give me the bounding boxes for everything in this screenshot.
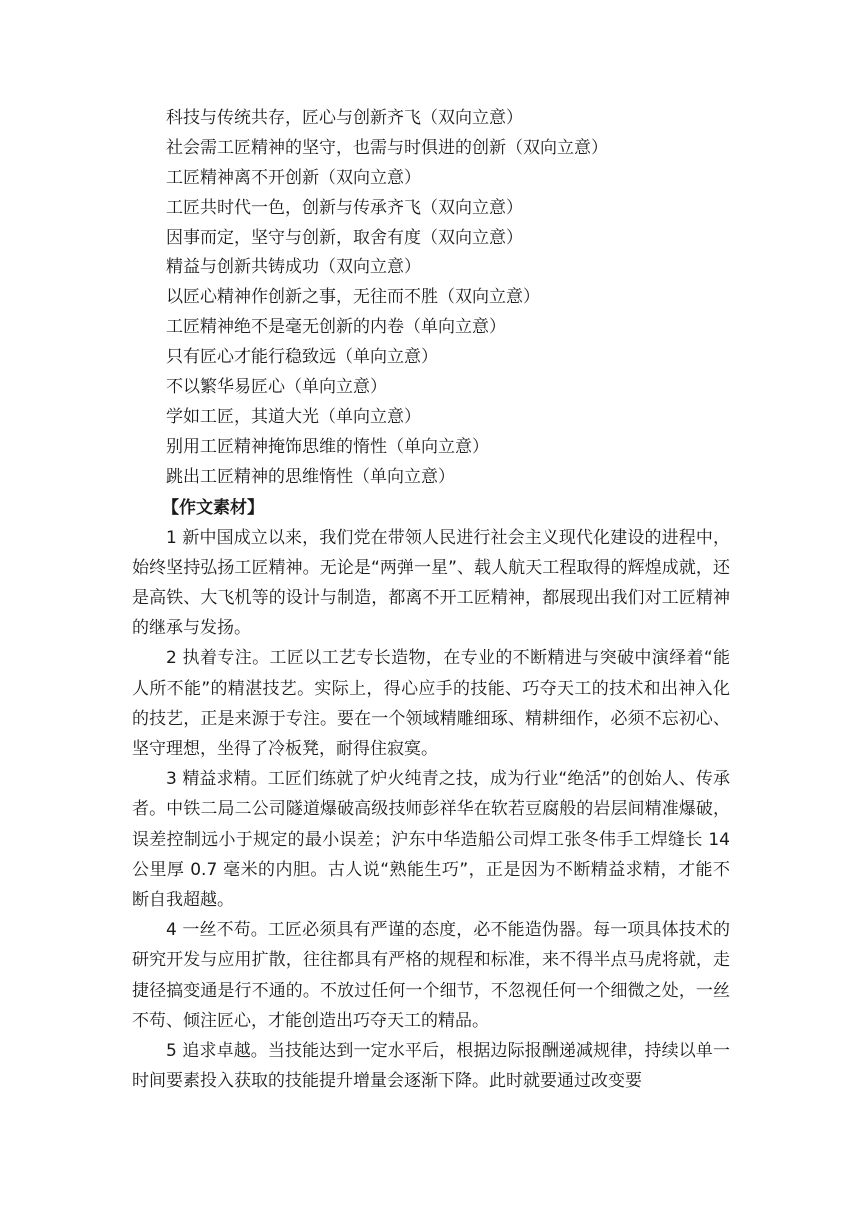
title-line: 别用工匠精神掩饰思维的惰性（单向立意） — [166, 436, 489, 457]
title-line: 因事而定，坚守与创新，取舍有度（双向立意） — [166, 227, 523, 248]
paragraph: 5 追求卓越。当技能达到一定水平后，根据边际报酬递减规律，持续以单一时间要素投入获取的技能提升增量会逐渐下降。此时就要通过改变要 — [132, 1041, 730, 1092]
title-line: 跳出工匠精神的思维惰性（单向立意） — [166, 466, 455, 487]
title-line: 工匠精神离不开创新（双向立意） — [166, 167, 421, 188]
title-line: 工匠精神绝不是毫无创新的内卷（单向立意） — [166, 317, 506, 338]
title-line: 只有匠心才能行稳致远（单向立意） — [166, 347, 438, 368]
title-line: 以匠心精神作创新之事，无往而不胜（双向立意） — [166, 287, 540, 308]
document-page — [132, 104, 730, 1096]
title-line: 科技与传统共存，匠心与创新齐飞（双向立意） — [166, 108, 523, 128]
paragraph: 2 执着专注。工匠以工艺专长造物，在专业的不断精进与突破中演绎着“能人所不能”的精湛技艺。实际上，得心应手的技能、巧夺天工的技术和出神入化的技艺，正是来源于专注。要在一个领域精雕细琢、精耕细作，必须不忘初心、坚守理想，坐得了冷板凳，耐得住寂寞。 — [132, 648, 730, 759]
paragraph: 4 一丝不苟。工匠必须具有严谨的态度，必不能造伪器。每一项具体技术的研究开发与应用扩散，往往都具有严格的规程和标准，来不得半点马虎将就，走捷径搞变通是行不通的。不放过任何一个细节，不忽视任何一个细微之处，一丝不苟、倾注匠心，才能创造出巧夺天工的精品。 — [132, 920, 730, 1031]
title-line: 不以繁华易匠心（单向立意） — [166, 377, 387, 398]
paragraph: 3 精益求精。工匠们练就了炉火纯青之技，成为行业“绝活”的创始人、传承者。中铁二局二公司隧道爆破高级技师彭祥华在软若豆腐般的岩层间精准爆破，误差控制远小于规定的最小误差；沪东中华造船公司焊工张冬伟手工焊缝长 14 公里厚 0.7 毫米的内胆。古人说“熟能生巧”，正是因为不断精益求精，才能不断自我超越。 — [132, 769, 730, 911]
section-heading: 【作文素材】 — [162, 497, 264, 518]
title-line: 社会需工匠精神的坚守，也需与时俱进的创新（双向立意） — [166, 137, 608, 158]
title-line: 精益与创新共铸成功（双向立意） — [166, 257, 421, 278]
title-line: 学如工匠，其道大光（单向立意） — [166, 406, 421, 427]
paragraph: 1 新中国成立以来，我们党在带领人民进行社会主义现代化建设的进程中，始终坚持弘扬工匠精神。无论是“两弹一星”、载人航天工程取得的辉煌成就，还是高铁、大飞机等的设计与制造，都离不开工匠精神，都展现出我们对工匠精神的继承与发扬。 — [132, 527, 730, 639]
title-line: 工匠共时代一色，创新与传承齐飞（双向立意） — [166, 197, 523, 218]
